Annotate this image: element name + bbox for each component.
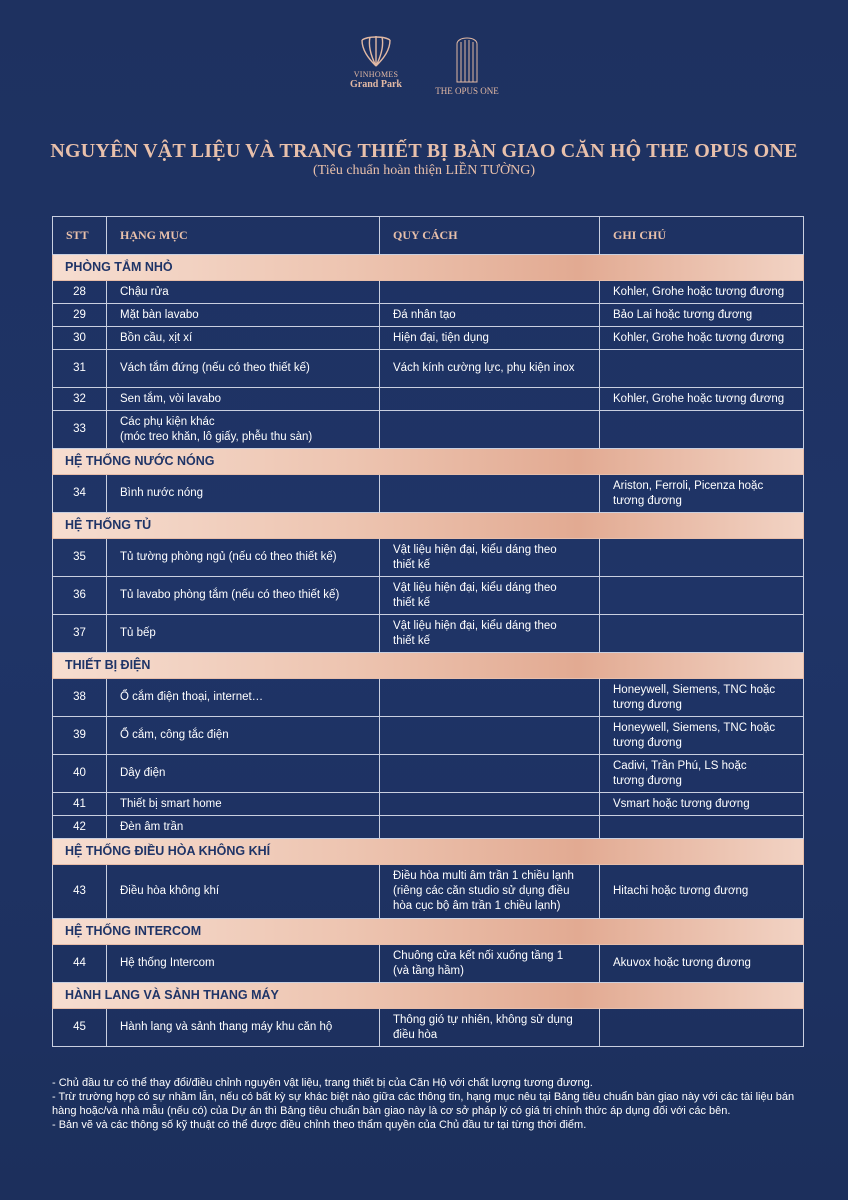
cell-item: Hệ thống Intercom bbox=[107, 945, 380, 983]
cell-note: Honeywell, Siemens, TNC hoặc tương đương bbox=[600, 679, 804, 717]
cell-note: Kohler, Grohe hoặc tương đương bbox=[600, 281, 804, 304]
cell-spec: Vật liệu hiện đại, kiểu dáng theo thiết kế bbox=[380, 539, 600, 577]
table-row bbox=[53, 615, 804, 653]
logo-area bbox=[0, 32, 848, 104]
cell-stt: 37 bbox=[53, 615, 107, 653]
cell-stt: 31 bbox=[53, 350, 107, 388]
cell-spec bbox=[380, 717, 600, 755]
cell-note bbox=[600, 1009, 804, 1047]
vinhomes-logo bbox=[344, 34, 408, 90]
vinhomes-emblem-icon bbox=[358, 34, 394, 68]
cell-note: Cadivi, Trần Phú, LS hoặc tương đương bbox=[600, 755, 804, 793]
cell-stt: 45 bbox=[53, 1009, 107, 1047]
table-row bbox=[53, 577, 804, 615]
table-row bbox=[53, 945, 804, 983]
vinhomes-wordmark: VINHOMES bbox=[353, 70, 399, 79]
cell-stt: 34 bbox=[53, 475, 107, 513]
cell-item: Bồn cầu, xịt xí bbox=[107, 327, 380, 350]
section-header-row bbox=[53, 983, 804, 1009]
table-row bbox=[53, 475, 804, 513]
page-subtitle: (Tiêu chuẩn hoàn thiện LIỀN TƯỜNG) bbox=[313, 163, 535, 178]
section-title: HÀNH LANG VÀ SẢNH THANG MÁY bbox=[53, 983, 804, 1009]
cell-spec bbox=[380, 475, 600, 513]
cell-stt: 44 bbox=[53, 945, 107, 983]
section-title: HỆ THỐNG INTERCOM bbox=[53, 919, 804, 945]
cell-spec: Vật liệu hiện đại, kiểu dáng theo thiết kế bbox=[380, 577, 600, 615]
cell-spec bbox=[380, 793, 600, 816]
cell-item: Các phụ kiện khác (móc treo khăn, lô giấy, phễu thu sàn) bbox=[107, 411, 380, 449]
section-header-row bbox=[53, 449, 804, 475]
section-title: HỆ THỐNG NƯỚC NÓNG bbox=[53, 449, 804, 475]
cell-note bbox=[600, 350, 804, 388]
cell-item: Chậu rửa bbox=[107, 281, 380, 304]
cell-note: Hitachi hoặc tương đương bbox=[600, 865, 804, 919]
cell-note bbox=[600, 816, 804, 839]
footnote: - Trừ trường hợp có sự nhầm lẫn, nếu có bất kỳ sự khác biệt nào giữa các thông tin, hạng mục nêu tại Bảng tiêu chuẩn bàn giao này với các tài liệu bán hàng hoặc/và nhà mẫu (nếu có) của Dự án thì Bảng tiêu chuẩn bàn giao này là cơ sở pháp lý có giá trị chính thức áp dụng đối với các bên. bbox=[52, 1091, 795, 1117]
table-row bbox=[53, 304, 804, 327]
cell-note: Vsmart hoặc tương đương bbox=[600, 793, 804, 816]
cell-item: Ổ cắm, công tắc điện bbox=[107, 717, 380, 755]
cell-note bbox=[600, 577, 804, 615]
table-row bbox=[53, 793, 804, 816]
header-spec: QUY CÁCH bbox=[380, 217, 600, 255]
grand-park-wordmark: Grand Park bbox=[350, 79, 402, 90]
cell-note bbox=[600, 615, 804, 653]
cell-spec bbox=[380, 679, 600, 717]
cell-item: Tủ lavabo phòng tắm (nếu có theo thiết kế) bbox=[107, 577, 380, 615]
cell-stt: 32 bbox=[53, 388, 107, 411]
cell-spec: Vách kính cường lực, phụ kiện inox bbox=[380, 350, 600, 388]
table-row bbox=[53, 281, 804, 304]
table-row bbox=[53, 755, 804, 793]
cell-item: Điều hòa không khí bbox=[107, 865, 380, 919]
cell-note bbox=[600, 411, 804, 449]
cell-stt: 38 bbox=[53, 679, 107, 717]
cell-spec bbox=[380, 388, 600, 411]
cell-stt: 41 bbox=[53, 793, 107, 816]
cell-item: Hành lang và sảnh thang máy khu căn hộ bbox=[107, 1009, 380, 1047]
cell-spec: Vật liệu hiện đại, kiểu dáng theo thiết kế bbox=[380, 615, 600, 653]
cell-item: Vách tắm đứng (nếu có theo thiết kế) bbox=[107, 350, 380, 388]
table-row bbox=[53, 350, 804, 388]
header-stt: STT bbox=[53, 217, 107, 255]
cell-stt: 28 bbox=[53, 281, 107, 304]
table-row bbox=[53, 717, 804, 755]
section-header-row bbox=[53, 919, 804, 945]
cell-item: Bình nước nóng bbox=[107, 475, 380, 513]
table-row bbox=[53, 1009, 804, 1047]
footnote: - Bản vẽ và các thông số kỹ thuật có thể được điều chỉnh theo thẩm quyền của Chủ đầu tư tại từng thời điểm. bbox=[52, 1119, 587, 1131]
cell-note: Ariston, Ferroli, Picenza hoặc tương đương bbox=[600, 475, 804, 513]
header-item: HẠNG MỤC bbox=[107, 217, 380, 255]
footnote: - Chủ đầu tư có thể thay đổi/điều chỉnh nguyên vật liệu, trang thiết bị của Căn Hộ với chất lượng tương đương. bbox=[52, 1077, 593, 1089]
section-header-row bbox=[53, 839, 804, 865]
table-row bbox=[53, 865, 804, 919]
section-title: PHÒNG TẮM NHỎ bbox=[53, 255, 804, 281]
cell-note: Kohler, Grohe hoặc tương đương bbox=[600, 388, 804, 411]
cell-item: Sen tắm, vòi lavabo bbox=[107, 388, 380, 411]
cell-spec: Điều hòa multi âm trần 1 chiều lạnh (riêng các căn studio sử dụng điều hòa cục bộ âm trần 1 chiều lạnh) bbox=[380, 865, 600, 919]
specification-table bbox=[52, 216, 804, 1047]
cell-spec: Đá nhân tạo bbox=[380, 304, 600, 327]
cell-item: Tủ bếp bbox=[107, 615, 380, 653]
cell-note bbox=[600, 539, 804, 577]
opus-tower-icon bbox=[455, 32, 479, 84]
section-header-row bbox=[53, 255, 804, 281]
cell-note: Bảo Lai hoặc tương đương bbox=[600, 304, 804, 327]
section-title: HỆ THỐNG TỦ bbox=[53, 513, 804, 539]
cell-spec: Thông gió tự nhiên, không sử dụng điều hòa bbox=[380, 1009, 600, 1047]
table-row bbox=[53, 816, 804, 839]
footnotes bbox=[52, 1076, 802, 1132]
cell-stt: 36 bbox=[53, 577, 107, 615]
cell-stt: 43 bbox=[53, 865, 107, 919]
cell-item: Dây điện bbox=[107, 755, 380, 793]
cell-stt: 33 bbox=[53, 411, 107, 449]
cell-spec bbox=[380, 755, 600, 793]
cell-spec: Hiện đại, tiện dụng bbox=[380, 327, 600, 350]
table-row bbox=[53, 679, 804, 717]
section-title: THIẾT BỊ ĐIỆN bbox=[53, 653, 804, 679]
table-header-row bbox=[53, 217, 804, 255]
cell-stt: 39 bbox=[53, 717, 107, 755]
cell-item: Ổ cắm điện thoại, internet… bbox=[107, 679, 380, 717]
cell-stt: 30 bbox=[53, 327, 107, 350]
table-row bbox=[53, 411, 804, 449]
cell-stt: 35 bbox=[53, 539, 107, 577]
section-title: HỆ THỐNG ĐIỀU HÒA KHÔNG KHÍ bbox=[53, 839, 804, 865]
cell-note: Akuvox hoặc tương đương bbox=[600, 945, 804, 983]
cell-item: Tủ tường phòng ngủ (nếu có theo thiết kế) bbox=[107, 539, 380, 577]
cell-note: Honeywell, Siemens, TNC hoặc tương đương bbox=[600, 717, 804, 755]
opus-one-logo bbox=[426, 32, 508, 96]
cell-note: Kohler, Grohe hoặc tương đương bbox=[600, 327, 804, 350]
table-row bbox=[53, 539, 804, 577]
header-note: GHI CHÚ bbox=[600, 217, 804, 255]
table-row bbox=[53, 327, 804, 350]
cell-item: Đèn âm trần bbox=[107, 816, 380, 839]
page-title: NGUYÊN VẬT LIỆU VÀ TRANG THIẾT BỊ BÀN GIAO CĂN HỘ THE OPUS ONE bbox=[50, 140, 798, 162]
section-header-row bbox=[53, 653, 804, 679]
cell-spec bbox=[380, 281, 600, 304]
section-header-row bbox=[53, 513, 804, 539]
cell-stt: 40 bbox=[53, 755, 107, 793]
cell-spec bbox=[380, 816, 600, 839]
cell-spec: Chuông cửa kết nối xuống tầng 1 (và tầng hầm) bbox=[380, 945, 600, 983]
cell-item: Mặt bàn lavabo bbox=[107, 304, 380, 327]
table-body bbox=[53, 255, 804, 1047]
cell-spec bbox=[380, 411, 600, 449]
opus-one-wordmark: THE OPUS ONE bbox=[435, 86, 499, 96]
cell-stt: 29 bbox=[53, 304, 107, 327]
table-row bbox=[53, 388, 804, 411]
cell-stt: 42 bbox=[53, 816, 107, 839]
cell-item: Thiết bị smart home bbox=[107, 793, 380, 816]
